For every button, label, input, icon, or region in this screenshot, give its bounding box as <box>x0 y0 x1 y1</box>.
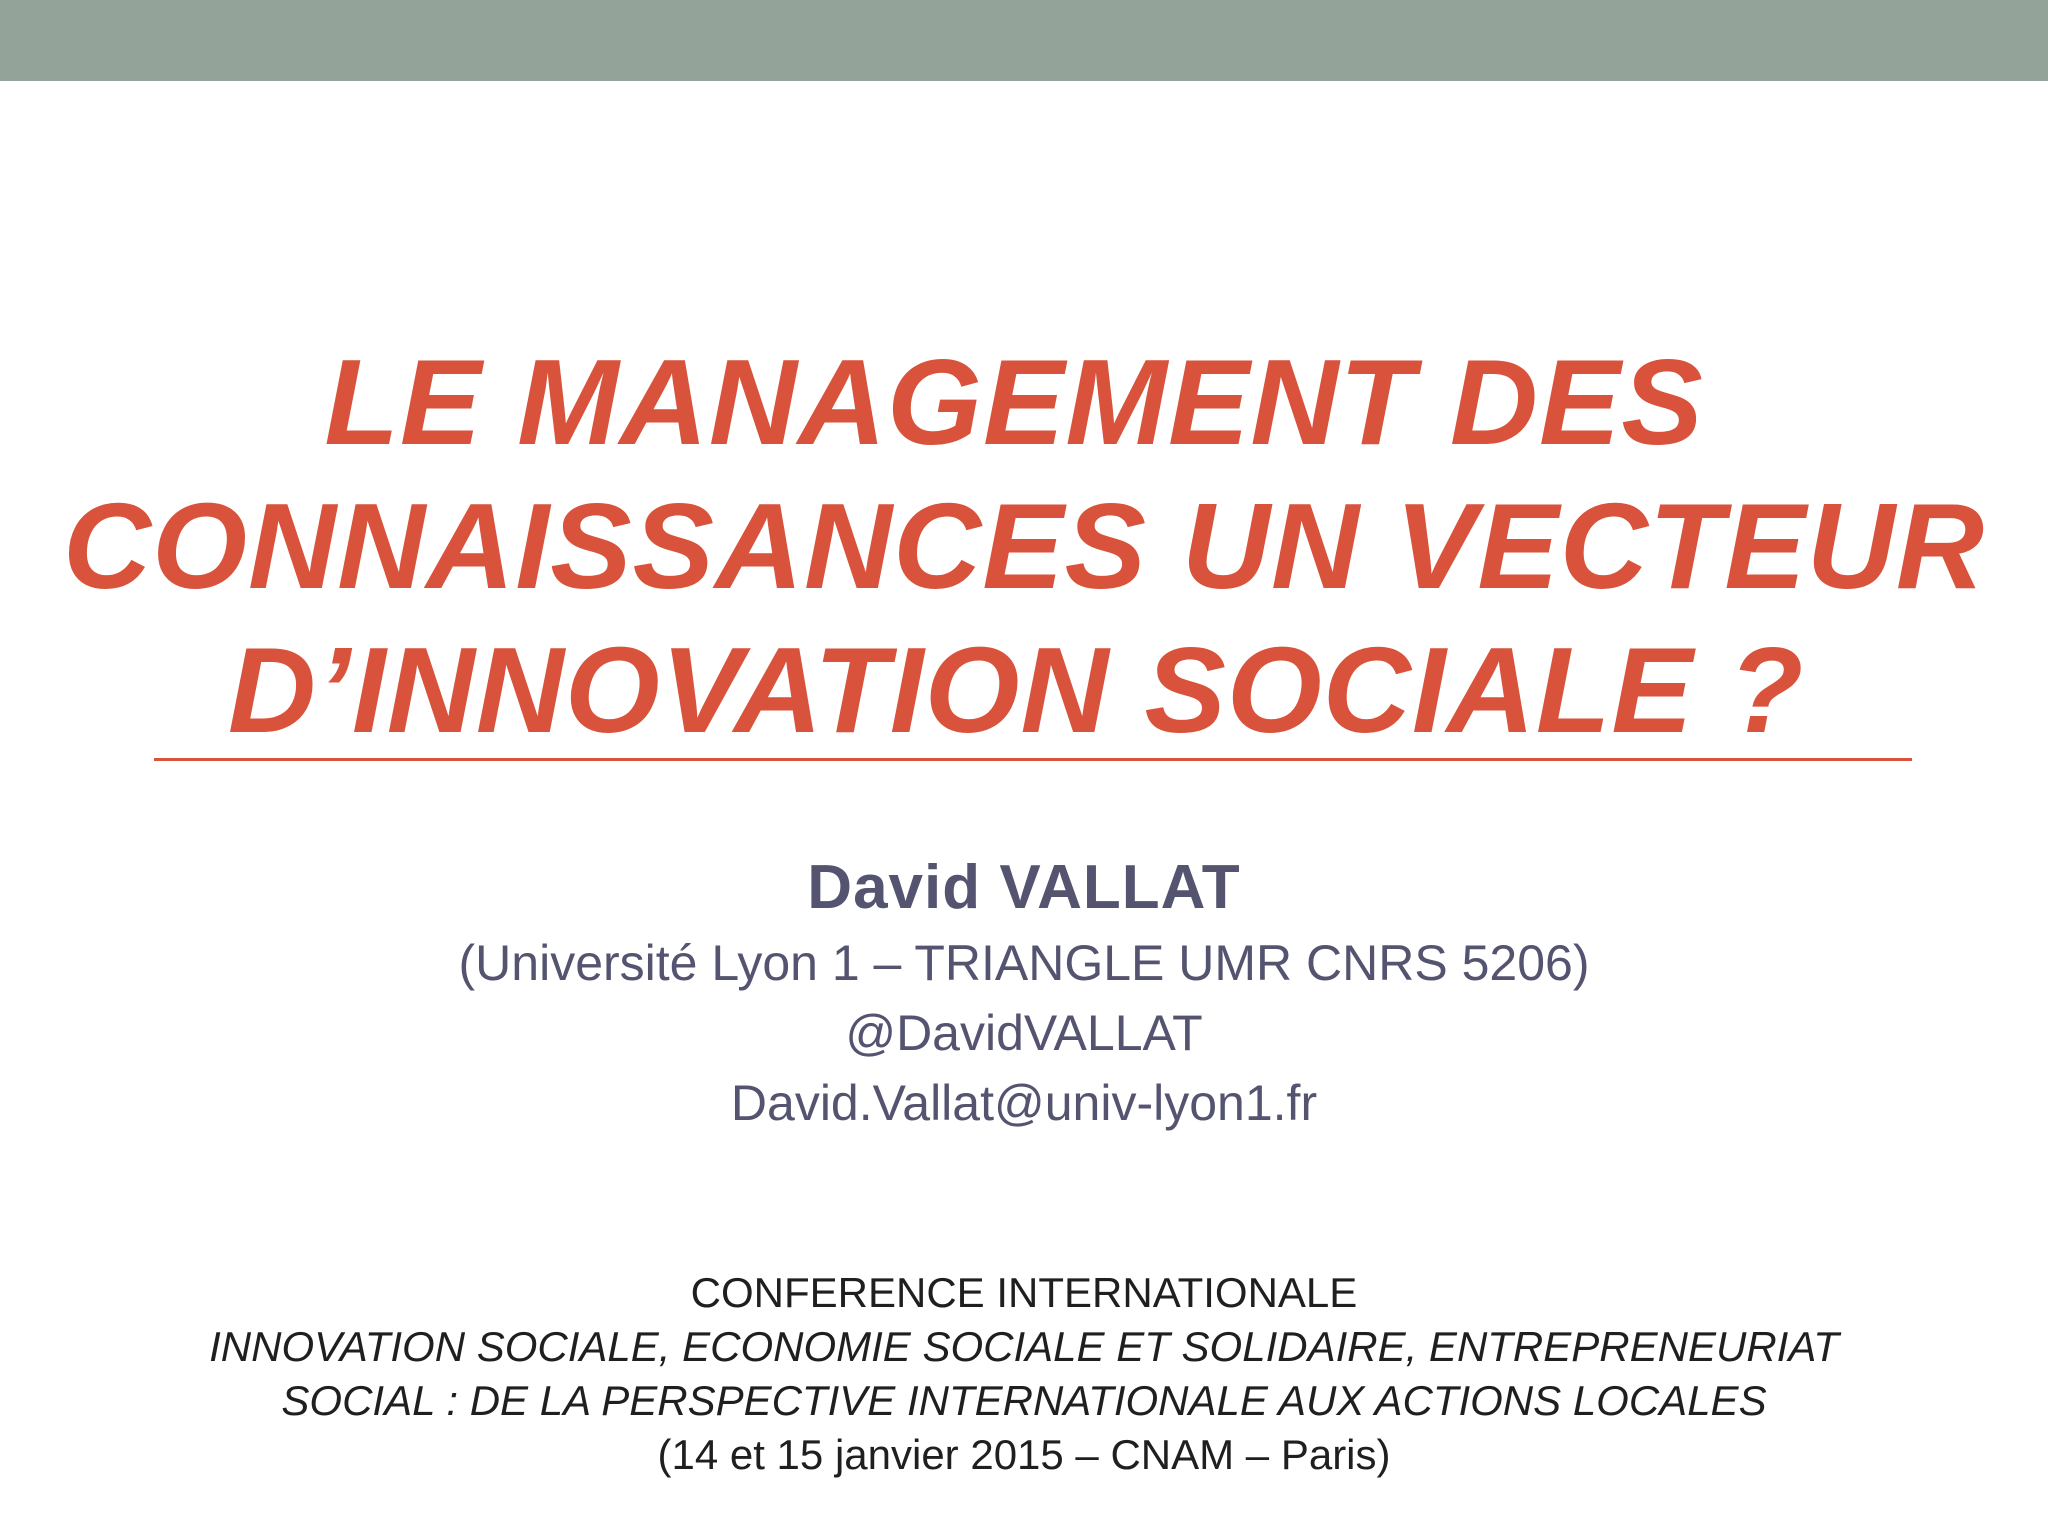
title-line-1: LE MANAGEMENT DES <box>324 334 1704 470</box>
conference-info <box>0 1266 2048 1482</box>
author-twitter-handle: @DavidVALLAT <box>845 1005 1203 1061</box>
conference-theme-line-1: INNOVATION SOCIALE, ECONOMIE SOCIALE ET SOLIDAIRE, ENTREPRENEURIAT <box>209 1323 1839 1370</box>
conference-date-place: (14 et 15 janvier 2015 – CNAM – Paris) <box>657 1431 1391 1478</box>
title-line-2: CONNAISSANCES UN VECTEUR <box>63 478 1985 614</box>
title-divider <box>154 758 1912 761</box>
author-affiliation: (Université Lyon 1 – TRIANGLE UMR CNRS 5206) <box>458 935 1590 991</box>
top-accent-bar <box>0 0 2048 81</box>
conference-heading: CONFERENCE INTERNATIONALE <box>690 1269 1358 1316</box>
conference-theme-line-2: SOCIAL : DE LA PERSPECTIVE INTERNATIONALE AUX ACTIONS LOCALES <box>281 1377 1767 1424</box>
slide-title <box>0 330 2048 762</box>
author-email: David.Vallat@univ-lyon1.fr <box>730 1075 1318 1131</box>
title-line-3: D’INNOVATION SOCIALE ? <box>227 622 1805 758</box>
author-name: David VALLAT <box>807 853 1241 922</box>
author-block <box>0 848 2048 1138</box>
